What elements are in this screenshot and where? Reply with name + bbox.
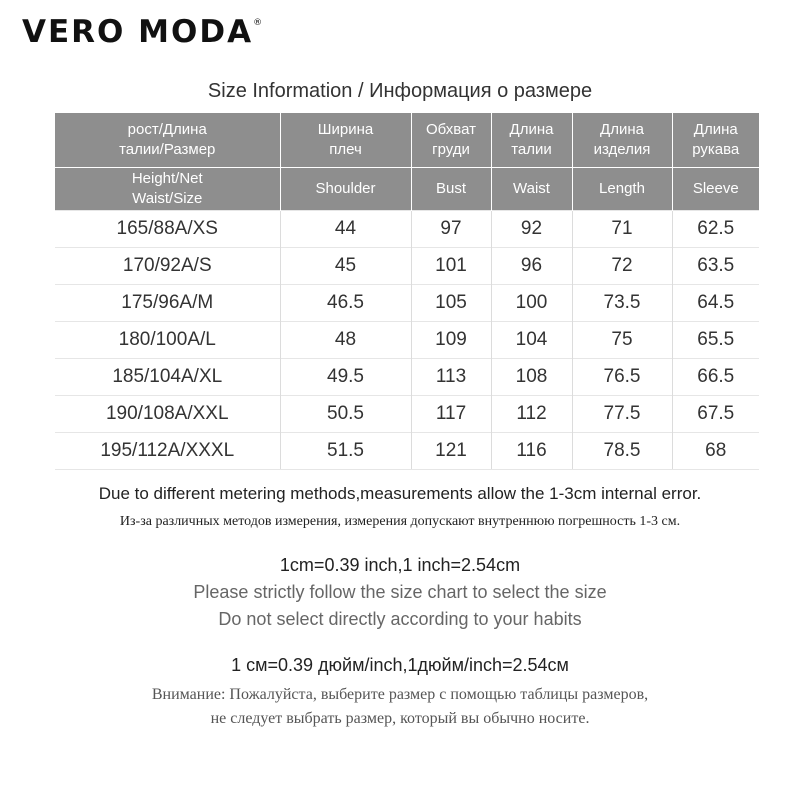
cell-waist: 100 (491, 285, 572, 322)
cell-sleeve: 66.5 (672, 359, 759, 396)
table-row (55, 433, 759, 470)
cell-length: 77.5 (572, 396, 672, 433)
metering-note-en: Due to different metering methods,measurements allow the 1-3cm internal error. (98, 484, 702, 503)
cell-size: 190/108A/XXL (55, 396, 280, 433)
hint-follow-chart: Please strictly follow the size chart to select the size (193, 582, 607, 602)
cell-sleeve: 63.5 (672, 248, 759, 285)
header-row-ru (55, 113, 759, 168)
cell-sleeve: 62.5 (672, 211, 759, 248)
cell-size: 175/96A/M (55, 285, 280, 322)
header-ru-shoulder: Ширина плеч (280, 113, 411, 168)
cell-size: 195/112A/XXXL (55, 433, 280, 470)
warning-ru-line-1: Внимание: Пожалуйста, выберите размер с помощью таблицы размеров, (151, 686, 649, 703)
cell-size: 165/88A/XS (55, 211, 280, 248)
cell-bust: 113 (411, 359, 491, 396)
cell-length: 73.5 (572, 285, 672, 322)
cell-shoulder: 48 (280, 322, 411, 359)
cell-shoulder: 49.5 (280, 359, 411, 396)
cell-length: 75 (572, 322, 672, 359)
cell-waist: 112 (491, 396, 572, 433)
metering-note-ru: Из-за различных методов измерения, измерения допускают внутреннюю погрешность 1-3 см. (119, 514, 681, 529)
cell-bust: 121 (411, 433, 491, 470)
hint-not-habits: Do not select directly according to your habits (218, 609, 582, 629)
cell-bust: 109 (411, 322, 491, 359)
cell-length: 72 (572, 248, 672, 285)
brand-name: VERO MODA (22, 14, 254, 50)
cell-bust: 117 (411, 396, 491, 433)
table-row (55, 359, 759, 396)
table-row (55, 396, 759, 433)
cell-waist: 92 (491, 211, 572, 248)
cell-shoulder: 45 (280, 248, 411, 285)
cell-waist: 104 (491, 322, 572, 359)
cell-size: 170/92A/S (55, 248, 280, 285)
cell-size: 180/100A/L (55, 322, 280, 359)
cell-sleeve: 64.5 (672, 285, 759, 322)
page-title: Size Information / Информация о размере (207, 80, 593, 102)
registered-mark: ® (253, 18, 265, 28)
header-row-en (55, 168, 759, 211)
cell-waist: 96 (491, 248, 572, 285)
cell-bust: 97 (411, 211, 491, 248)
header-ru-bust: Обхват груди (411, 113, 491, 168)
brand-logo (22, 14, 264, 50)
header-ru-waist: Длина талии (491, 113, 572, 168)
table-row (55, 322, 759, 359)
header-en-bust: Bust (411, 168, 491, 211)
header-en-shoulder: Shoulder (280, 168, 411, 211)
table-row (55, 211, 759, 248)
cell-length: 71 (572, 211, 672, 248)
cell-bust: 105 (411, 285, 491, 322)
header-en-size: Height/Net Waist/Size (55, 168, 280, 211)
cell-waist: 108 (491, 359, 572, 396)
cell-shoulder: 51.5 (280, 433, 411, 470)
table-row (55, 248, 759, 285)
cell-length: 76.5 (572, 359, 672, 396)
cell-bust: 101 (411, 248, 491, 285)
header-ru-size: рост/Длина талии/Размер (55, 113, 280, 168)
cell-sleeve: 65.5 (672, 322, 759, 359)
conversion-ru: 1 см=0.39 дюйм/inch,1дюйм/inch=2.54см (231, 655, 569, 675)
cell-sleeve: 68 (672, 433, 759, 470)
cell-shoulder: 50.5 (280, 396, 411, 433)
table-row (55, 285, 759, 322)
warning-ru-line-2: не следует выбрать размер, который вы обычно носите. (210, 710, 590, 727)
cell-length: 78.5 (572, 433, 672, 470)
cell-waist: 116 (491, 433, 572, 470)
cell-shoulder: 46.5 (280, 285, 411, 322)
size-table-body (55, 211, 759, 470)
cell-shoulder: 44 (280, 211, 411, 248)
header-en-waist: Waist (491, 168, 572, 211)
header-en-sleeve: Sleeve (672, 168, 759, 211)
conversion-en: 1cm=0.39 inch,1 inch=2.54cm (279, 555, 521, 575)
cell-size: 185/104A/XL (55, 359, 280, 396)
header-en-length: Length (572, 168, 672, 211)
size-table (55, 113, 759, 470)
header-ru-sleeve: Длина рукава (672, 113, 759, 168)
cell-sleeve: 67.5 (672, 396, 759, 433)
header-ru-length: Длина изделия (572, 113, 672, 168)
